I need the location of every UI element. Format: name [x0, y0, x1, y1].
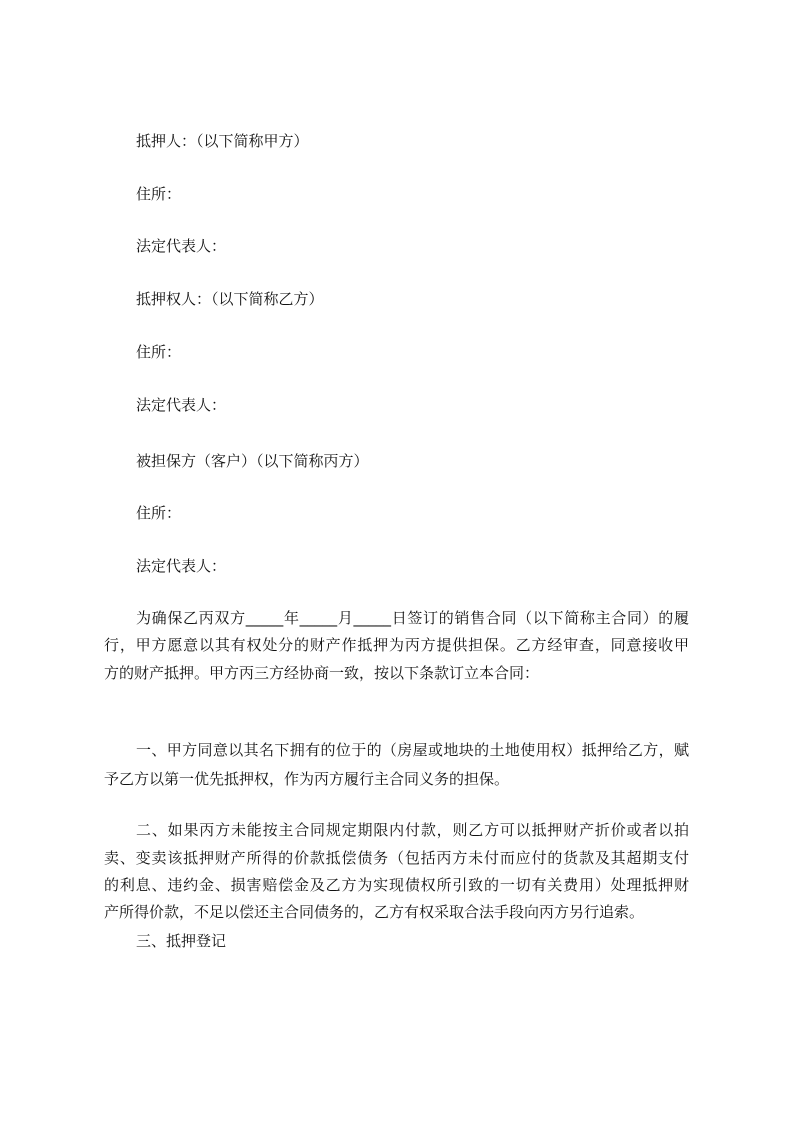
- guaranteed-party-address: 住所：: [136, 504, 182, 522]
- preamble-line: 行，甲方愿意以其有权处分的财产作抵押为丙方提供担保。乙方经审查，同意接收甲: [104, 636, 689, 654]
- clause-3-title: 三、抵押登记: [136, 932, 227, 950]
- preamble-line: 为确保乙丙双方_____年_____月_____日签订的销售合同（以下简称主合同）的履: [136, 609, 689, 627]
- mortgagee-representative: 法定代表人：: [136, 396, 227, 414]
- guaranteed-party-line: 被担保方（客户）（以下简称丙方）: [136, 452, 369, 470]
- clause-2-line: 的利息、违约金、损害赔偿金及乙方为实现债权所引致的一切有关费用）处理抵押财: [104, 876, 689, 894]
- mortgagor-address: 住所：: [136, 185, 182, 203]
- guaranteed-party-representative: 法定代表人：: [136, 557, 227, 575]
- mortgagor-line: 抵押人：（以下简称甲方）: [136, 132, 309, 150]
- clause-2-line: 二、如果丙方未能按主合同规定期限内付款，则乙方可以抵押财产折价或者以拍: [136, 821, 689, 839]
- clause-2-line: 产所得价款，不足以偿还主合同债务的，乙方有权采取合法手段向丙方另行追索。: [104, 903, 645, 921]
- mortgagee-line: 抵押权人：（以下简称乙方）: [136, 290, 324, 308]
- clause-1-line: 一、甲方同意以其名下拥有的位于的（房屋或地块的土地使用权）抵押给乙方，赋: [136, 741, 689, 759]
- clause-2-line: 卖、变卖该抵押财产所得的价款抵偿债务（包括丙方未付而应付的货款及其超期支付: [104, 849, 689, 867]
- preamble-line: 方的财产抵押。甲方丙三方经协商一致，按以下条款订立本合同：: [104, 664, 540, 682]
- mortgagee-address: 住所：: [136, 343, 182, 361]
- mortgagor-representative: 法定代表人：: [136, 237, 227, 255]
- clause-1-line: 予乙方以第一优先抵押权，作为丙方履行主合同义务的担保。: [104, 770, 510, 788]
